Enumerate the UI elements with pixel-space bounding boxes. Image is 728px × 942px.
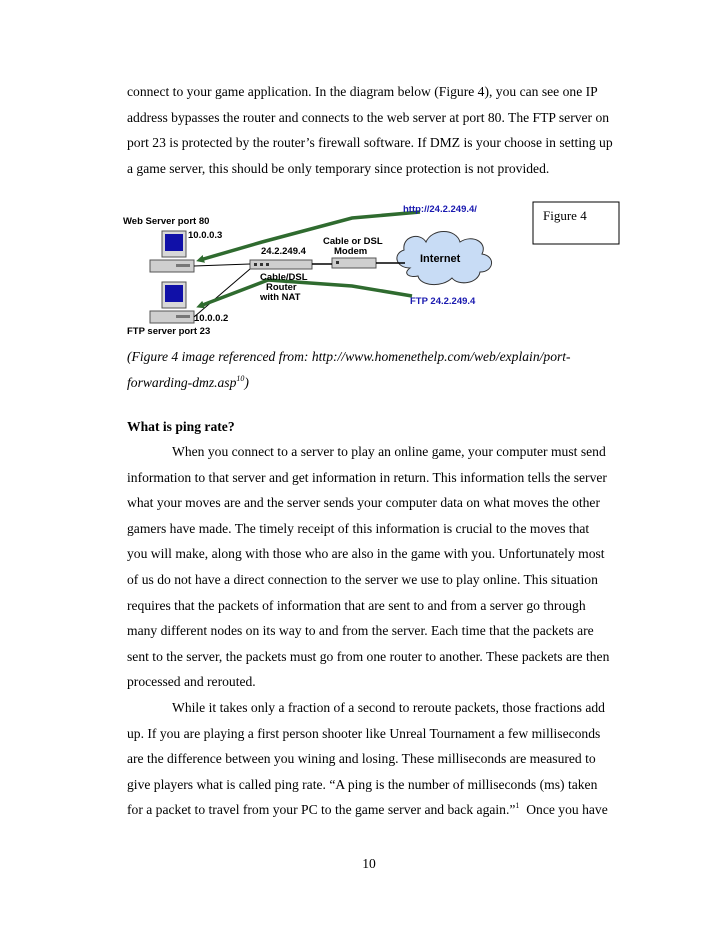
- text-line: information to that server and get information in return. This information tells the server: [127, 469, 607, 485]
- text-line: connect to your game application. In the diagram below (Figure 4), you can see one IP: [127, 84, 598, 99]
- footnote-ref: 10: [236, 373, 245, 383]
- ftp-address-label: FTP 24.2.249.4: [410, 296, 476, 307]
- text-line: processed and rerouted.: [127, 674, 256, 690]
- caption-text: ): [244, 374, 249, 390]
- internet-label: Internet: [420, 253, 461, 265]
- web-to-router-line: [194, 264, 250, 266]
- text-line: port 23 is protected by the router’s firewall software. If DMZ is your choose in setting up: [127, 135, 613, 151]
- section-heading: What is ping rate?: [127, 419, 235, 434]
- text-line: are the difference between you wining and losing. These milliseconds are measured to: [127, 751, 596, 767]
- text-line: requires that the packets of information that are sent to and from a server go through: [127, 597, 586, 613]
- ftp-traffic-arrow: [200, 280, 412, 306]
- web-server-label: Web Server port 80: [123, 216, 210, 227]
- router-label-line: Cable/DSL: [260, 272, 308, 283]
- caption-text: forwarding-dmz.asp: [127, 374, 237, 390]
- text-line: address bypasses the router and connects to the web server at port 80. The FTP server on: [127, 109, 610, 125]
- router-ip: 24.2.249.4: [261, 246, 306, 257]
- text-line: up. If you are playing a first person shooter like Unreal Tournament a few milliseconds: [127, 725, 601, 741]
- text-line: When you connect to a server to play an online game, your computer must send: [172, 444, 606, 459]
- router-label-line: with NAT: [260, 292, 301, 303]
- modem-icon: [332, 258, 376, 268]
- footnote-ref: 1: [515, 801, 520, 811]
- text-line: you will make, along with those who are also in the game with you. Unfortunately most: [127, 546, 605, 562]
- router-icon: [250, 260, 312, 269]
- text-line: a game server, this should be only temporary since protection is not provided.: [127, 160, 550, 176]
- text-line: of us do not have a direct connection to the server we use to play online. This situation: [127, 571, 598, 587]
- text-segment: for a packet to travel from your PC to the game server and back again.”: [127, 802, 516, 818]
- modem-label-line: Modem: [334, 246, 368, 257]
- network-diagram: [120, 198, 630, 343]
- figure-label: Figure 4: [543, 208, 587, 223]
- body-text: [127, 439, 647, 823]
- text-segment: Once you have: [519, 802, 608, 818]
- caption-line: (Figure 4 image referenced from: http://www.homenethelp.com/web/explain/port-: [127, 349, 571, 364]
- http-address-label: http://24.2.249.4/: [403, 204, 477, 215]
- text-line: While it takes only a fraction of a second to reroute packets, those fractions add: [172, 699, 605, 715]
- page-number: 10: [362, 856, 376, 871]
- text-line: give players what is called ping rate. “A ping is the number of milliseconds (ms) taken: [127, 776, 598, 792]
- http-traffic-arrow: [200, 212, 420, 260]
- text-line: what your moves are and the server sends your computer data on what moves the other: [127, 495, 600, 511]
- text-line: [127, 797, 647, 823]
- ftp-server-computer-icon: [150, 282, 194, 323]
- ftp-to-router-line: [194, 269, 250, 317]
- modem-label-line: Cable or DSL: [323, 236, 383, 247]
- caption-line: [127, 370, 647, 396]
- text-line: many different nodes on its way to and from the server. Each time that the packets are: [127, 623, 594, 639]
- intro-paragraph: [127, 79, 647, 181]
- ftp-server-ip: 10.0.0.2: [194, 313, 229, 324]
- ftp-server-label: FTP server port 23: [127, 326, 211, 337]
- router-label-line: Router: [266, 282, 297, 293]
- figure-caption: [127, 344, 647, 395]
- text-line: sent to the server, the packets must go from one router to another. These packets are then: [127, 648, 610, 664]
- web-server-ip: 10.0.0.3: [188, 230, 223, 241]
- text-line: gamers have made. The timely receipt of this information is crucial to the moves that: [127, 520, 590, 536]
